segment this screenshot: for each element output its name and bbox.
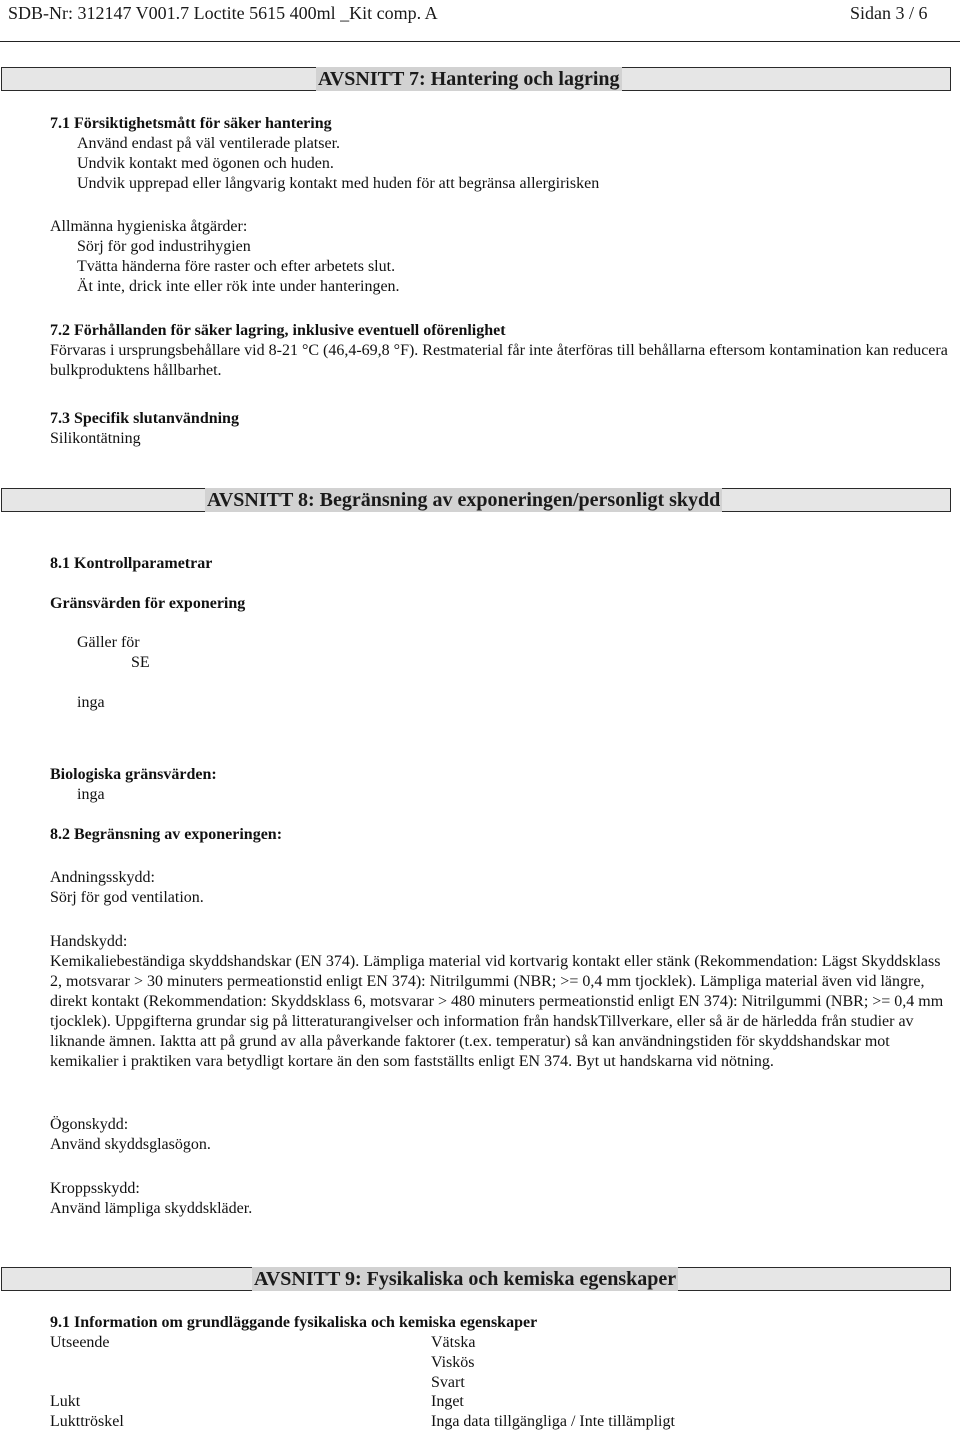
property-value: Inget	[431, 1393, 464, 1410]
property-value: Inga data tillgängliga / Inte tillämpligt	[431, 1413, 675, 1430]
biological-limits-value: inga	[77, 786, 105, 803]
header-divider	[0, 41, 960, 42]
end-use-text: Silikontätning	[50, 430, 141, 447]
exposure-limits-value: inga	[77, 694, 105, 711]
body-protection-text: Använd lämpliga skyddskläder.	[50, 1200, 253, 1217]
section-7-title: AVSNITT 7: Hantering och lagring	[318, 68, 620, 90]
respiratory-text: Sörj för god ventilation.	[50, 889, 204, 906]
applies-to-label: Gäller för	[77, 634, 140, 651]
subsection-9-1-heading: 9.1 Information om grundläggande fysikaliska och kemiska egenskaper	[50, 1314, 538, 1331]
storage-text: Förvaras i ursprungsbehållare vid 8-21 °C (46,4-69,8 °F). Restmaterial får inte återföras till behållarna eftersom kontamination kan reducera bulkproduktens hållbarhet.	[50, 342, 948, 379]
body-protection-label: Kroppsskydd:	[50, 1180, 140, 1197]
property-value: Viskös	[431, 1354, 475, 1371]
subsection-8-1-heading: 8.1 Kontrollparametrar	[50, 555, 213, 572]
property-label: Utseende	[50, 1334, 110, 1351]
hygiene-line: Ät inte, drick inte eller rök inte under hanteringen.	[77, 278, 400, 295]
respiratory-label: Andningsskydd:	[50, 869, 155, 886]
property-value: Svart	[431, 1374, 465, 1391]
section-9-title: AVSNITT 9: Fysikaliska och kemiska egenskaper	[254, 1268, 677, 1290]
subsection-7-2-heading: 7.2 Förhållanden för säker lagring, inklusive eventuell oförenlighet	[50, 322, 506, 339]
section-8-title: AVSNITT 8: Begränsning av exponeringen/personligt skydd	[207, 489, 721, 511]
hand-protection-label: Handskydd:	[50, 933, 128, 950]
property-value: Vätska	[431, 1334, 476, 1351]
applies-to-value: SE	[131, 654, 150, 671]
hand-protection-text: Kemikaliebeständiga skyddshandskar (EN 374). Lämpliga material vid kortvarig kontakt eller stänk (Rekommendation: Lägst Skyddsklass 2, motsvarar > 30 minuters permeationstid enligt EN 374): Nitrilgummi (NBR; >= 0,4 mm tjocklek). Lämpliga material även vid längre, direkt kontakt (Rekommendation: Skyddsklass 6, motsvarar > 480 minuters permeationstid enligt EN 374): Nitrilgummi (NBR; >= 0,4 mm tjocklek). Uppgifterna grundar sig på litteraturangivelser och information från handskTillverkare, eller så är de härledda från studier av liknande ämnen. Iaktta att på grund av alla påverkande faktorer (t.ex. temperatur) så kan användningstiden för skyddshandskar mot kemikalier i praktiken vara betydligt kortare än den som fastställts enligt EN 374. Byt ut handskarna vid nötning.	[50, 953, 944, 1070]
eye-protection-text: Använd skyddsglasögon.	[50, 1136, 211, 1153]
subsection-7-3-heading: 7.3 Specifik slutanvändning	[50, 410, 239, 427]
biological-limits-heading: Biologiska gränsvärden:	[50, 766, 217, 783]
handling-line: Använd endast på väl ventilerade platser.	[77, 135, 341, 152]
hygiene-line: Tvätta händerna före raster och efter arbetets slut.	[77, 258, 396, 275]
handling-line: Undvik upprepad eller långvarig kontakt med huden för att begränsa allergirisken	[77, 175, 600, 192]
subsection-7-1-heading: 7.1 Försiktighetsmått för säker hantering	[50, 115, 332, 132]
page-number: Sidan 3 / 6	[850, 3, 928, 23]
handling-line: Undvik kontakt med ögonen och huden.	[77, 155, 334, 172]
property-label: Lukttröskel	[50, 1413, 124, 1430]
hygiene-label: Allmänna hygieniska åtgärder:	[50, 218, 248, 235]
document-id: SDB-Nr: 312147 V001.7 Loctite 5615 400ml _Kit comp. A	[8, 3, 438, 23]
subsection-8-2-heading: 8.2 Begränsning av exponeringen:	[50, 826, 283, 843]
property-label: Lukt	[50, 1393, 81, 1410]
eye-protection-label: Ögonskydd:	[50, 1116, 129, 1133]
hygiene-line: Sörj för god industrihygien	[77, 238, 251, 255]
exposure-limits-heading: Gränsvärden för exponering	[50, 595, 246, 612]
